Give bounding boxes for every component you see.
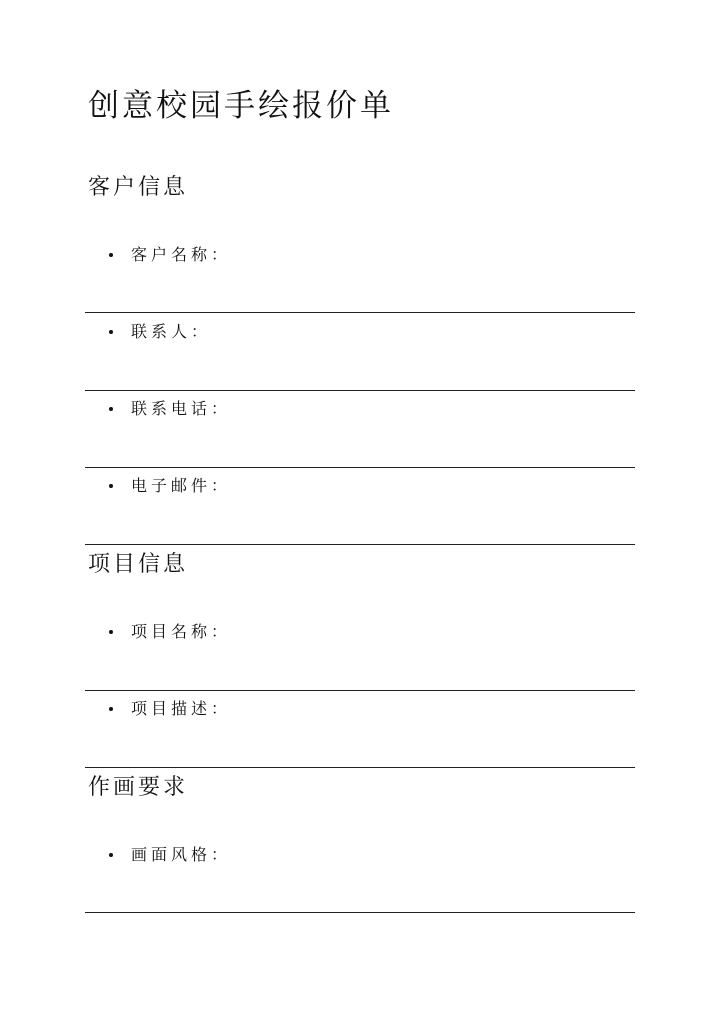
bullet-icon xyxy=(109,853,113,857)
field-label: 联系电话： xyxy=(131,399,232,418)
field-email xyxy=(85,476,635,496)
field-label: 项目描述： xyxy=(131,699,232,718)
section-heading-project-info: 项目信息 xyxy=(88,552,189,577)
bullet-icon xyxy=(109,707,113,711)
field-underline xyxy=(85,312,635,313)
field-contact-person xyxy=(85,322,635,342)
bullet-icon xyxy=(109,630,113,634)
field-label: 项目名称： xyxy=(131,622,232,641)
field-label: 联系人： xyxy=(131,322,212,341)
document-title: 创意校园手绘报价单 xyxy=(88,88,394,124)
field-underline xyxy=(85,467,635,468)
field-underline xyxy=(85,690,635,691)
field-project-name xyxy=(85,622,635,642)
field-underline xyxy=(85,912,635,913)
section-heading-customer-info: 客户信息 xyxy=(88,175,189,200)
field-painting-style xyxy=(85,845,635,865)
bullet-icon xyxy=(109,484,113,488)
field-customer-name xyxy=(85,245,635,265)
field-underline xyxy=(85,390,635,391)
field-label: 画面风格： xyxy=(131,845,232,864)
bullet-icon xyxy=(109,407,113,411)
field-label: 客户名称： xyxy=(131,245,232,264)
bullet-icon xyxy=(109,330,113,334)
bullet-icon xyxy=(109,253,113,257)
section-heading-painting-requirements: 作画要求 xyxy=(88,775,189,800)
field-label: 电子邮件： xyxy=(131,476,232,495)
field-project-description xyxy=(85,699,635,719)
field-underline xyxy=(85,544,635,545)
field-contact-phone xyxy=(85,399,635,419)
field-underline xyxy=(85,767,635,768)
